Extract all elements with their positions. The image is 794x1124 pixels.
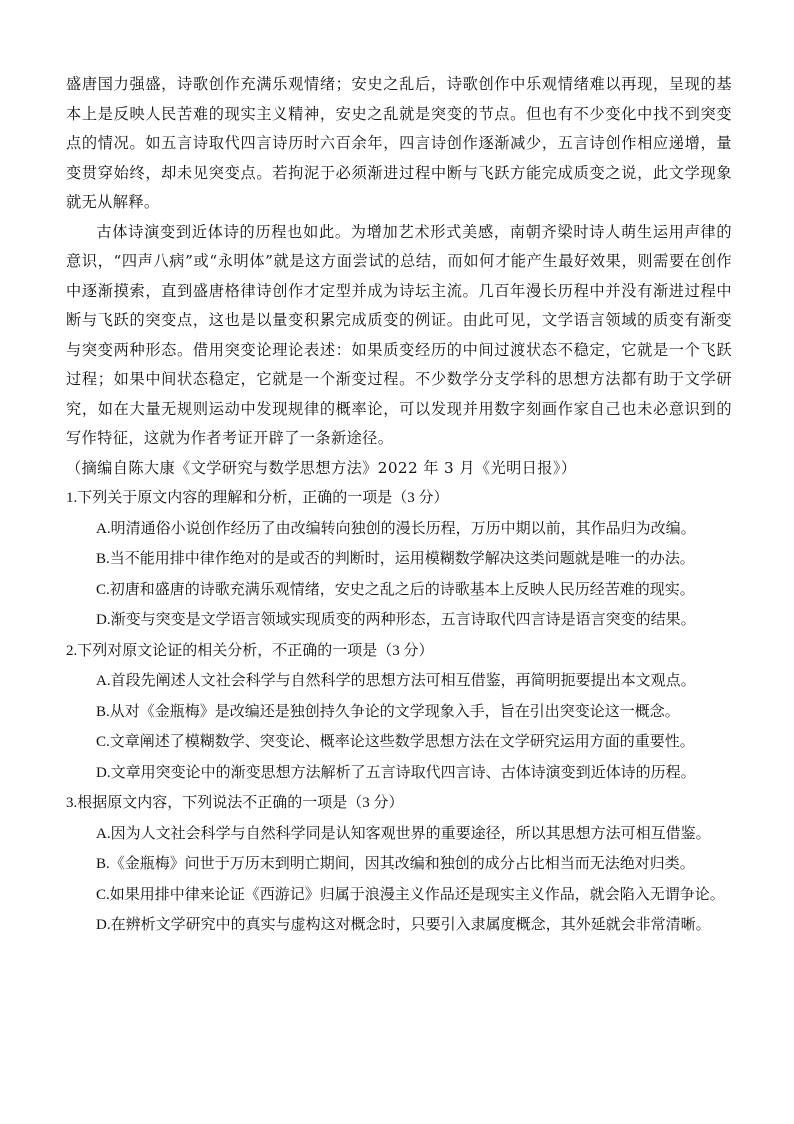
question-stem: 1.下列关于原文内容的理解和分析，正确的一项是（3 分）: [66, 490, 449, 506]
passage-paragraph-2: 古体诗演变到近体诗的历程也如此。为增加艺术形式美感，南朝齐梁时诗人萌生运用声律的意识，“四声八病”或“永明体”就是这方面尝试的总结，而如何才能产生最好效果，则需要在创作中逐渐摸索，直到盛唐格律诗创作才定型并成为诗坛主流。几百年漫长历程中并没有渐进过程中断与飞跃的突变点，这也是以量变积累完成质变的例证。由此可见，文学语言领域的质变有渐变与突变两种形态。借用突变论理论表述：如果质变经历的中间过渡状态不稳定，它就是一个飞跃过程；如果中间状态稳定，它就是一个渐变过程。不少数学分支学科的思想方法都有助于文学研究，如在大量无规则运动中发现规律的概率论，可以发现并用数字刻画作家自己也未必意识到的写作特征，这就为作者考证开辟了一条新途径。: [66, 222, 732, 447]
question-list: [66, 483, 732, 941]
question-2: [66, 636, 732, 789]
question-1: [66, 483, 732, 636]
option-a: A.因为人文社会科学与自然科学同是认知客观世界的重要途径，所以其思想方法可相互借鉴。: [96, 825, 711, 842]
option-a: A.明清通俗小说创作经历了由改编转向独创的漫长历程，万历中期以前，其作品归为改编。: [96, 520, 696, 537]
option-d: D.在辨析文学研究中的真实与虚构这对概念时，只要引入隶属度概念，其外延就会非常清晰。: [96, 917, 711, 933]
option-d: D.渐变与突变是文学语言领域实现质变的两种形态，五言诗取代四言诗是语言突变的结果。: [96, 612, 696, 628]
option-a: A.首段先阐述人文社会科学与自然科学的思想方法可相互借鉴，再简明扼要提出本文观点。: [96, 673, 696, 689]
option-d: D.文章用突变论中的渐变思想方法解析了五言诗取代四言诗、古体诗演变到近体诗的历程。: [96, 764, 696, 781]
option-c: C.文章阐述了模糊数学、突变论、概率论这些数学思想方法在文学研究运用方面的重要性。: [96, 734, 695, 750]
option-b: B.从对《金瓶梅》是改编还是独创持久争论的文学现象入手，旨在引出突变论这一概念。: [96, 703, 680, 720]
option-c: C.如果用排中律来论证《西游记》归属于浪漫主义作品还是现实主义作品，就会陷入无谓争论。: [96, 886, 725, 903]
option-b: B.当不能用排中律作绝对的是或否的判断时，运用模糊数学解决这类问题就是唯一的办法。: [96, 551, 695, 567]
question-3: [66, 788, 732, 941]
question-stem: 2.下列对原文论证的相关分析，不正确的一项是（3 分）: [66, 642, 434, 659]
question-stem: 3.根据原文内容，下列说法不正确的一项是（3 分）: [66, 795, 404, 811]
reading-passage: [66, 70, 732, 483]
source-citation: （摘编自陈大康《文学研究与数学思想方法》2022 年 3 月《光明日报》）: [66, 458, 577, 477]
option-c: C.初唐和盛唐的诗歌充满乐观情绪，安史之乱之后的诗歌基本上反映人民历经苦难的现实。: [96, 581, 695, 598]
passage-paragraph-1: 盛唐国力强盛，诗歌创作充满乐观情绪；安史之乱后，诗歌创作中乐观情绪难以再现，呈现的基本上是反映人民苦难的现实主义精神，安史之乱就是突变的节点。但也有不少变化中找不到突变点的情况。如五言诗取代四言诗历时六百余年，四言诗创作逐渐减少，五言诗创作相应递增，量变贯穿始终，却未见突变点。若拘泥于必须渐进过程中断与飞跃方能完成质变之说，此文学现象就无从解释。: [66, 75, 732, 211]
option-b: B.《金瓶梅》问世于万历末到明亡期间，因其改编和独创的成分占比相当而无法绝对归类。: [96, 856, 695, 872]
